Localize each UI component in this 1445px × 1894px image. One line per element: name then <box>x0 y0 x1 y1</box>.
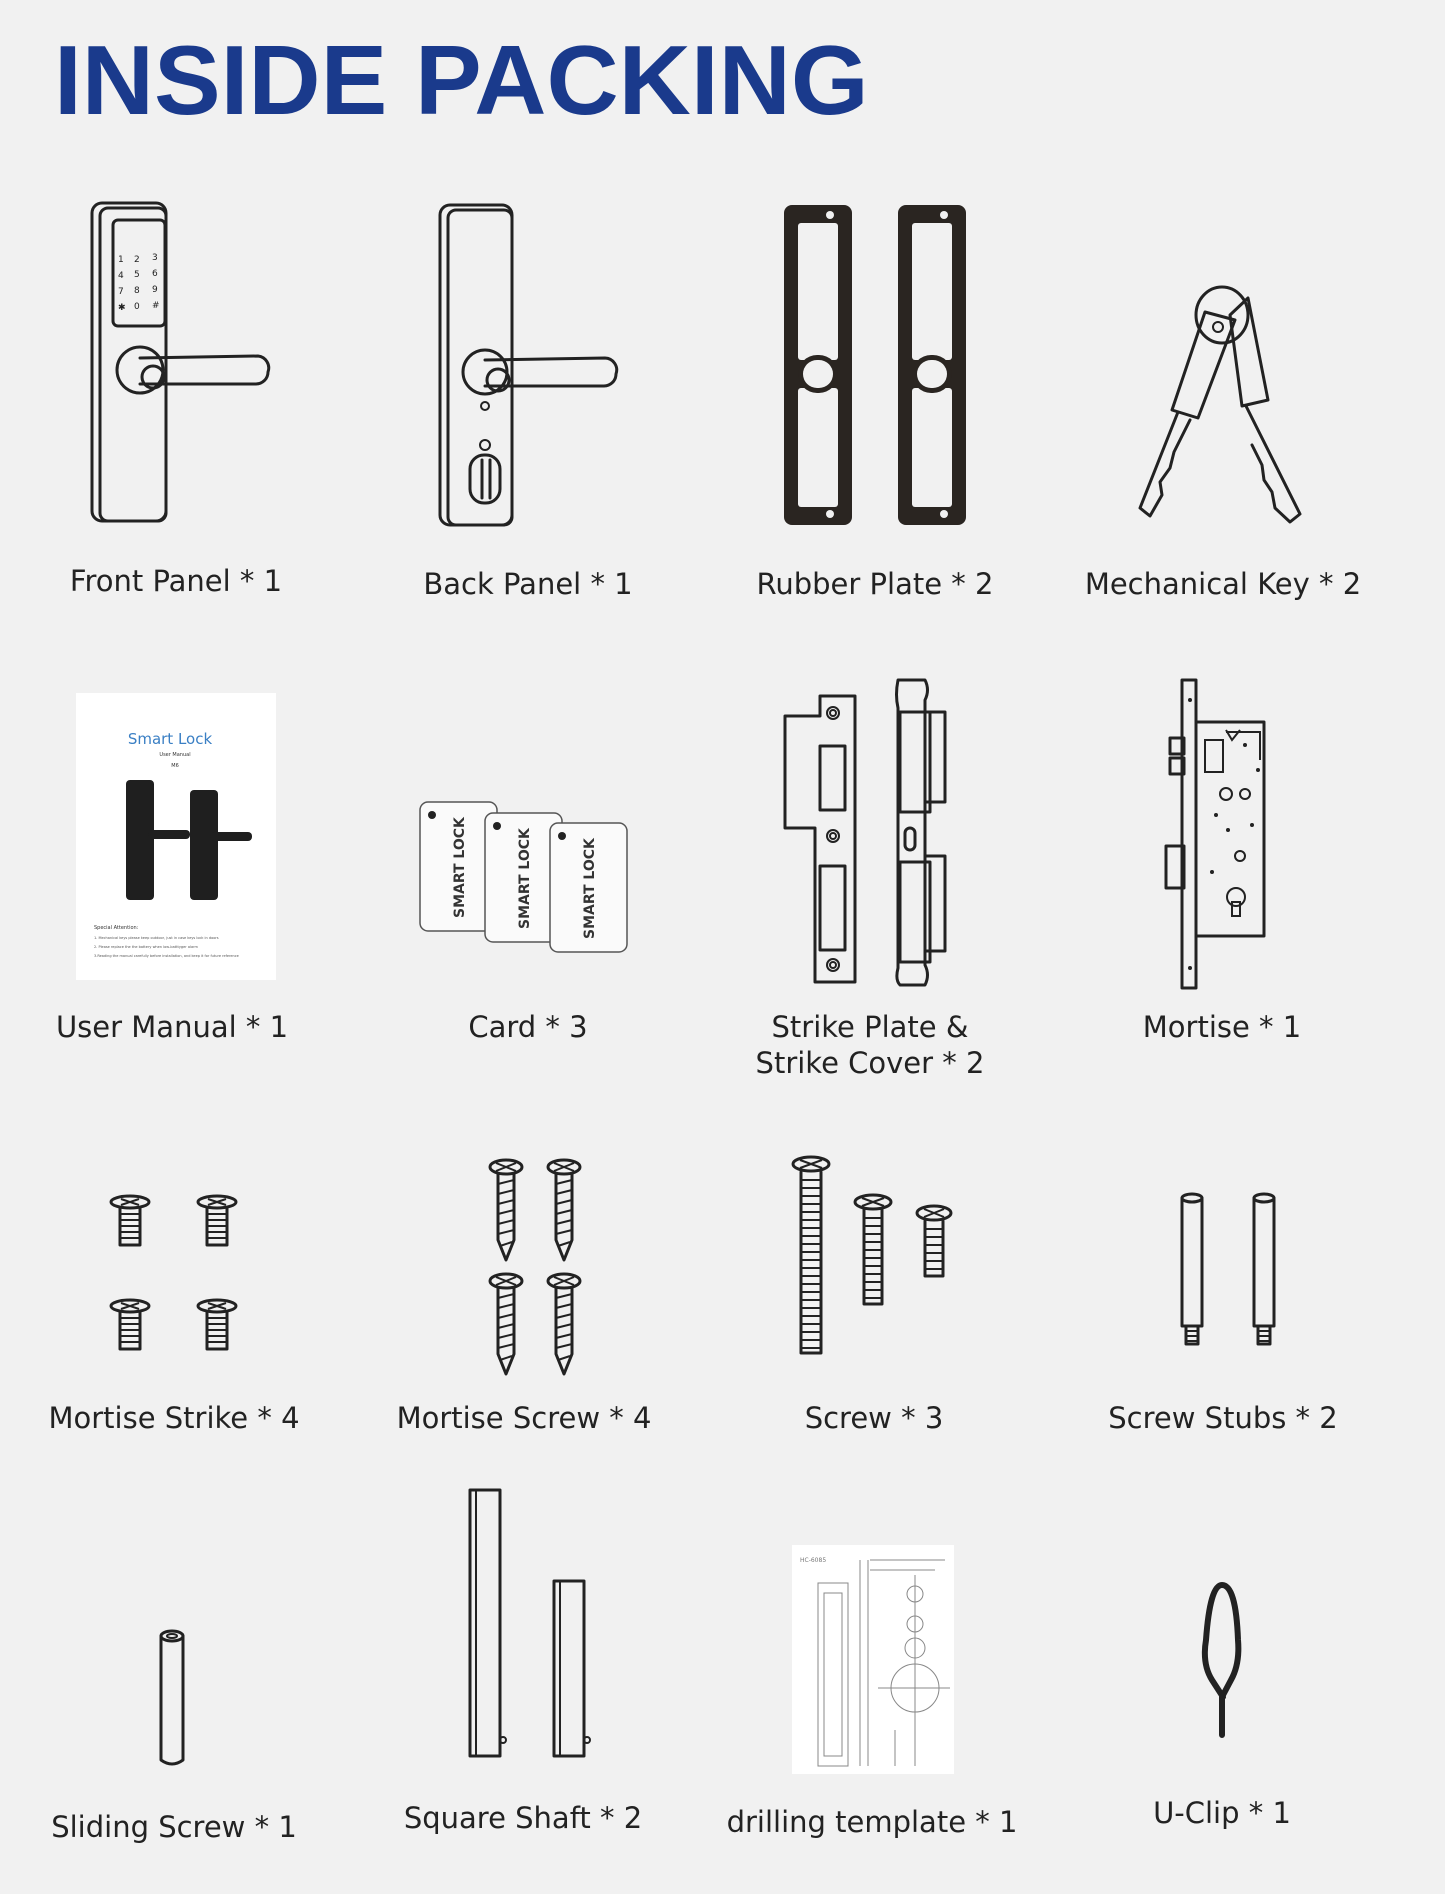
svg-text:5: 5 <box>134 270 140 280</box>
manual-note: 3.Reading the manual carefully before installation, and keep it for future reference <box>94 954 239 958</box>
svg-text:7: 7 <box>118 287 124 297</box>
item-label: Mortise Screw * 4 <box>396 1401 652 1435</box>
item-label: Card * 3 <box>468 1010 588 1044</box>
svg-text:8: 8 <box>134 286 140 296</box>
item-label: Mortise Strike * 4 <box>48 1401 300 1435</box>
card-text: SMART LOCK <box>517 828 533 929</box>
manual-model: M6 <box>171 763 179 769</box>
page-title: INSIDE PACKING <box>54 25 869 135</box>
manual-title: Smart Lock <box>127 730 213 748</box>
svg-text:1: 1 <box>118 255 124 265</box>
item-label: U-Clip * 1 <box>1153 1796 1291 1830</box>
item-label: Screw Stubs * 2 <box>1108 1401 1338 1435</box>
item-label: Mechanical Key * 2 <box>1084 567 1362 601</box>
card-text: SMART LOCK <box>452 817 468 918</box>
svg-text:✱: ✱ <box>118 303 126 313</box>
item-label: Square Shaft * 2 <box>403 1801 643 1835</box>
item-label: Back Panel * 1 <box>423 567 633 601</box>
manual-note: 1. Mechanical keys please keep outdoor, just in case keys lock in doors <box>94 936 219 940</box>
svg-text:3: 3 <box>152 253 158 263</box>
template-code: HC-6085 <box>800 1557 827 1564</box>
item-label: Sliding Screw * 1 <box>51 1810 297 1844</box>
item-label: User Manual * 1 <box>55 1010 289 1044</box>
item-label: drilling template * 1 <box>726 1805 1018 1839</box>
svg-text:4: 4 <box>118 271 124 281</box>
manual-subtitle: User Manual <box>159 752 191 758</box>
item-label: Screw * 3 <box>804 1401 944 1435</box>
svg-text:#: # <box>152 301 160 311</box>
manual-note: 2. Please replace the the battery when low-batttyger alarm <box>94 945 198 949</box>
item-label: Rubber Plate * 2 <box>756 567 994 601</box>
svg-text:2: 2 <box>134 255 140 265</box>
item-label: Mortise * 1 <box>1142 1010 1302 1044</box>
manual-attention: Special Attention: <box>94 925 139 931</box>
svg-text:0: 0 <box>134 302 140 312</box>
item-label: Front Panel * 1 <box>69 564 283 598</box>
svg-text:6: 6 <box>152 269 158 279</box>
svg-text:9: 9 <box>152 285 158 295</box>
card-text: SMART LOCK <box>582 838 598 939</box>
item-label: Strike Plate & Strike Cover * 2 <box>755 1010 985 1080</box>
